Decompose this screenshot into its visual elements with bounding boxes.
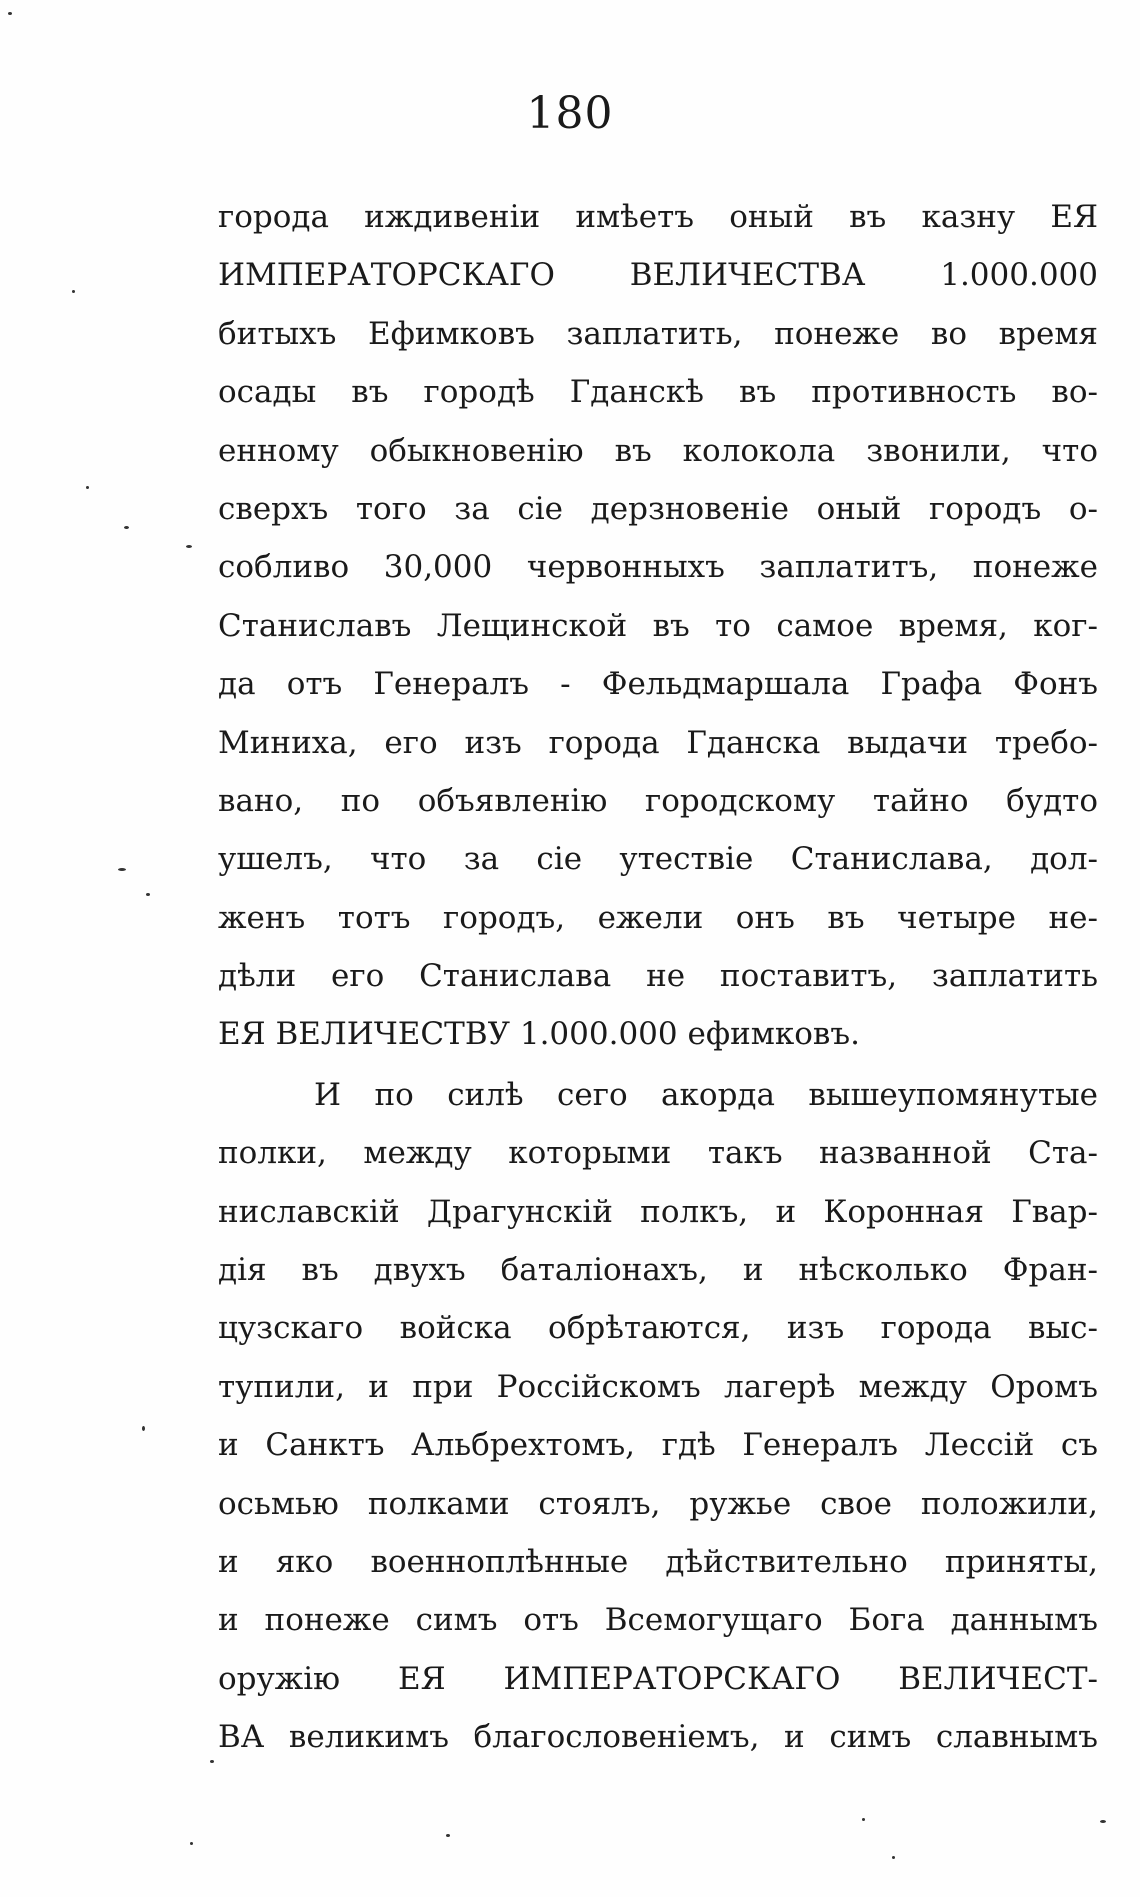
text-line: осьмью полками стоялъ, ружье свое положили,	[218, 1485, 1098, 1522]
text-line: и Санктъ Альбрехтомъ, гдѣ Генералъ Лессій съ	[218, 1427, 1098, 1464]
text-line: города иждивеніи имѣетъ оный въ казну ЕЯ	[218, 199, 1098, 235]
body-text	[218, 188, 1098, 1767]
scan-speck	[146, 893, 150, 896]
scan-speck	[118, 868, 126, 871]
scan-speck	[8, 12, 12, 15]
text-line: и яко военноплѣнные дѣйствительно приняты,	[218, 1543, 1098, 1580]
scan-speck	[446, 1834, 450, 1837]
text-line: сверхъ того за сіе дерзновеніе оный городъ о-	[218, 490, 1098, 527]
scan-speck	[1100, 1820, 1106, 1823]
scan-speck	[190, 1842, 193, 1845]
text-line: ушелъ, что за сіе утествіе Станислава, дол-	[218, 841, 1098, 878]
text-line: ВА великимъ благословеніемъ, и симъ славнымъ	[218, 1719, 1098, 1756]
scan-speck	[186, 545, 192, 548]
scan-speck	[210, 1760, 214, 1763]
text-line: женъ тотъ городъ, ежели онъ въ четыре не-	[218, 899, 1098, 936]
scan-speck	[862, 1818, 865, 1821]
paragraph-2	[218, 1066, 1098, 1767]
scan-speck	[86, 486, 89, 489]
text-line: собливо 30,000 червонныхъ заплатитъ, понеже	[218, 549, 1098, 586]
text-line: цузскаго войска обрѣтаются, изъ города выс-	[218, 1310, 1098, 1347]
text-line: тупили, и при Россійскомъ лагерѣ между Оромъ	[218, 1368, 1098, 1405]
text-line: и понеже симъ отъ Всемогущаго Бога даннымъ	[218, 1602, 1098, 1639]
text-line: да отъ Генералъ - Фельдмаршала Графа Фонъ	[218, 666, 1098, 703]
text-line: дія въ двухъ баталіонахъ, и нѣсколько Фран-	[218, 1252, 1098, 1289]
text-line: ниславскій Драгунскій полкъ, и Коронная Гвар-	[218, 1193, 1098, 1230]
scan-speck	[142, 1426, 145, 1431]
paragraph-1	[218, 188, 1098, 1064]
text-line: битыхъ Ефимковъ заплатить, понеже во время	[218, 315, 1098, 352]
text-line: Станиславъ Лещинской въ то самое время, ког-	[218, 607, 1098, 644]
text-line: вано, по объявленію городскому тайно будто	[218, 782, 1098, 819]
text-line: енному обыкновенію въ колокола звонили, что	[218, 432, 1098, 469]
scan-speck	[892, 1856, 895, 1859]
text-line: И по силѣ сего акорда вышеупомянутые	[314, 1076, 1098, 1113]
text-line: осады въ городѣ Гданскѣ въ противность во-	[218, 374, 1098, 411]
text-line: ИМПЕРАТОРСКАГО ВЕЛИЧЕСТВА 1.000.000	[218, 257, 1098, 294]
scan-speck	[124, 526, 129, 529]
text-line: ЕЯ ВЕЛИЧЕСТВУ 1.000.000 ефимковъ.	[218, 1016, 860, 1053]
text-line: полки, между которыми такъ названной Ста-	[218, 1135, 1098, 1172]
scan-speck	[72, 290, 75, 293]
text-line: дѣли его Станислава не поставитъ, заплатить	[218, 958, 1098, 995]
text-line: оружію ЕЯ ИМПЕРАТОРСКАГО ВЕЛИЧЕСТ-	[218, 1660, 1098, 1697]
page-number: 180	[526, 88, 614, 139]
text-line: Миниха, его изъ города Гданска выдачи требо-	[218, 724, 1098, 761]
